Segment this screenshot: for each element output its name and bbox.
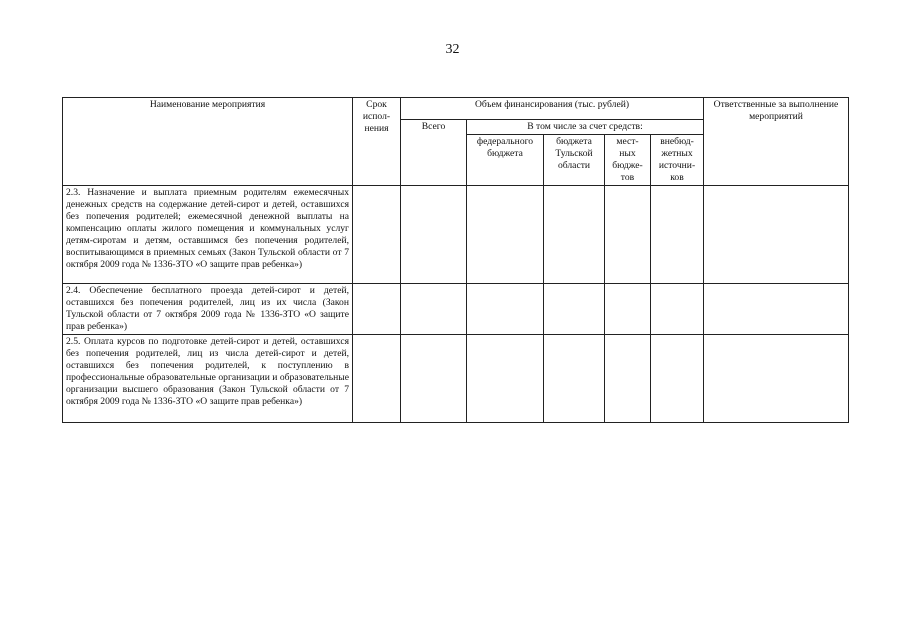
- cell-deadline: [353, 185, 401, 283]
- header-name: Наименование мероприятия: [63, 98, 353, 186]
- cell-responsible: [704, 334, 849, 422]
- table-row: [63, 283, 849, 334]
- header-extra: внебюд- жетных источни- ков: [651, 135, 704, 186]
- cell-extra: [651, 283, 704, 334]
- cell-local: [605, 334, 651, 422]
- cell-federal: [467, 283, 544, 334]
- row-description: 2.5. Оплата курсов по подготовке детей-сирот и детей, оставшихся без попечения родителей, лиц из числа детей-сирот и детей, оставшихся без попечения родителей, к поступлению в профессиональные образовательные организации и образовательные организации высшего образования (Закон Тульской области от 7 октября 2009 года № 1336-ЗТО «О защите прав ребенка»): [63, 334, 353, 422]
- header-including: В том числе за счет средств:: [467, 120, 704, 135]
- table-row: [63, 334, 849, 422]
- header-funding: Объем финансирования (тыс. рублей): [401, 98, 704, 120]
- row-description: 2.3. Назначение и выплата приемным родителям ежемесячных денежных средств на содержание детей-сирот и детей, оставшихся без попечения родителей; ежемесячной денежной выплаты на компенсацию оплаты жилого помещения и коммунальных услуг детям-сиротам и детям, оставшимся без попечения родителей, воспитывающимся в приемных семьях (Закон Тульской области от 7 октября 2009 года № 1336-ЗТО «О защите прав ребенка»): [63, 185, 353, 283]
- cell-deadline: [353, 283, 401, 334]
- cell-local: [605, 185, 651, 283]
- header-responsible: Ответственные за выполнение мероприятий: [704, 98, 849, 186]
- header-local: мест- ных бюдже- тов: [605, 135, 651, 186]
- cell-responsible: [704, 185, 849, 283]
- cell-federal: [467, 334, 544, 422]
- header-deadline: Срок испол- нения: [353, 98, 401, 186]
- cell-extra: [651, 185, 704, 283]
- cell-regional: [544, 185, 605, 283]
- cell-regional: [544, 283, 605, 334]
- page-number: 32: [445, 42, 460, 57]
- cell-regional: [544, 334, 605, 422]
- funding-table: [62, 97, 849, 423]
- header-federal: федерального бюджета: [467, 135, 544, 186]
- header-total: Всего: [401, 120, 467, 186]
- cell-responsible: [704, 283, 849, 334]
- row-description: 2.4. Обеспечение бесплатного проезда детей-сирот и детей, оставшихся без попечения родителей, лиц из их числа (Закон Тульской области от 7 октября 2009 года № 1336-ЗТО «О защите прав ребенка»): [63, 283, 353, 334]
- cell-total: [401, 283, 467, 334]
- cell-extra: [651, 334, 704, 422]
- header-row-1: [63, 98, 849, 120]
- cell-federal: [467, 185, 544, 283]
- cell-total: [401, 185, 467, 283]
- header-regional: бюджета Тульской области: [544, 135, 605, 186]
- cell-total: [401, 334, 467, 422]
- cell-local: [605, 283, 651, 334]
- cell-deadline: [353, 334, 401, 422]
- table-row: [63, 185, 849, 283]
